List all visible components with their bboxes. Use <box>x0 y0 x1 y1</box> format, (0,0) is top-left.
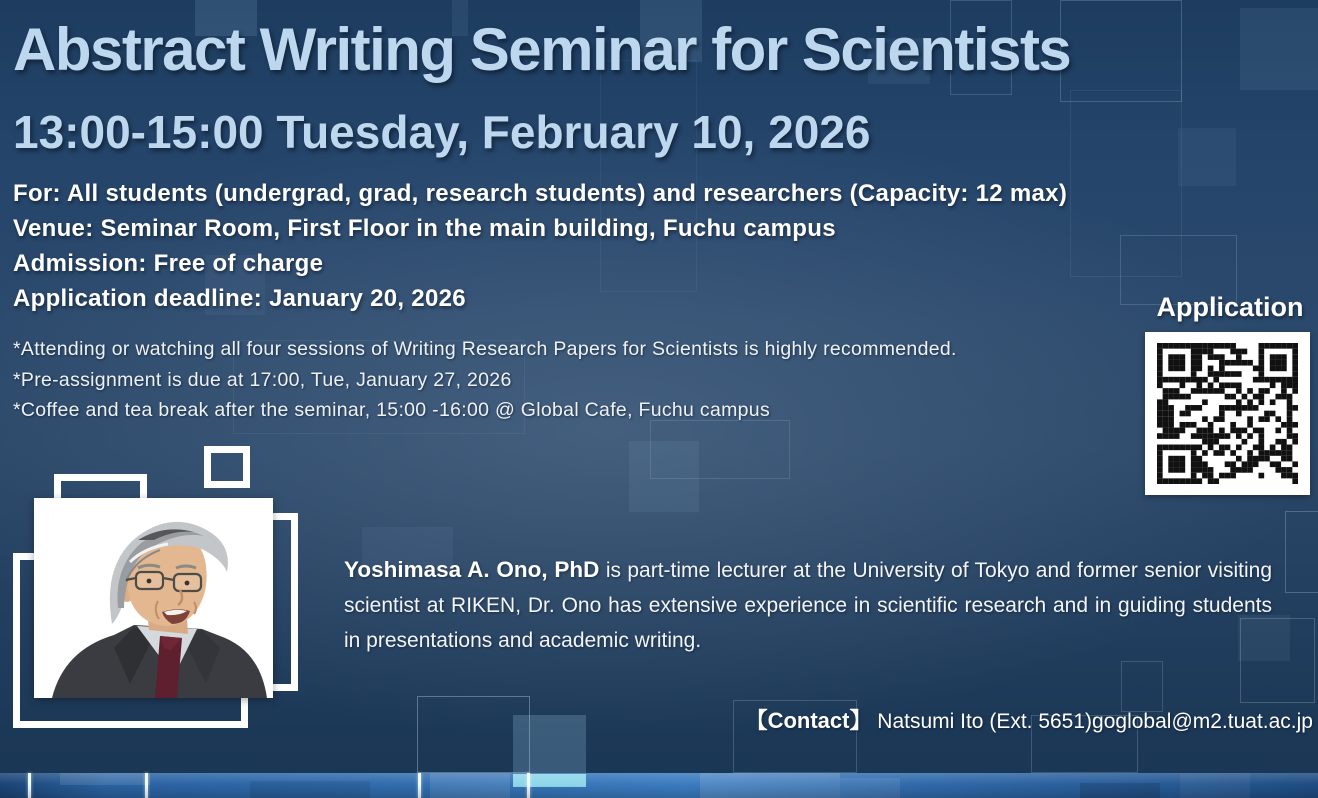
detail-deadline: Application deadline: January 20, 2026 <box>13 285 466 312</box>
speaker-bio <box>344 552 1272 658</box>
note-sessions: *Attending or watching all four sessions of Writing Research Papers for Scientists is highly recommended. <box>13 338 957 360</box>
background-outline <box>1070 90 1182 277</box>
contact-info: Natsumi Ito (Ext. 5651)goglobal@m2.tuat.ac.jp <box>871 710 1313 733</box>
background-outline <box>417 696 530 773</box>
application-label: Application <box>1156 292 1304 322</box>
footer-tick <box>28 773 31 798</box>
footer-highlight-square <box>513 774 586 787</box>
background-square <box>513 715 586 773</box>
speaker-name: Yoshimasa A. Ono, PhD <box>344 557 600 582</box>
background-outline <box>1285 511 1318 593</box>
detail-audience: For: All students (undergrad, grad, research students) and researchers (Capacity: 12 max) <box>13 180 1068 207</box>
seminar-datetime: 13:00-15:00 Tuesday, February 10, 2026 <box>13 106 871 158</box>
footer-tick <box>527 773 530 798</box>
speaker-photo <box>34 498 273 698</box>
seminar-notes <box>13 334 957 426</box>
qr-code-box <box>1145 332 1310 495</box>
note-preassignment: *Pre-assignment is due at 17:00, Tue, January 27, 2026 <box>13 368 512 391</box>
detail-venue: Venue: Seminar Room, First Floor in the main building, Fuchu campus <box>13 215 836 242</box>
footer-tick <box>145 773 148 798</box>
footer-tick <box>418 773 421 798</box>
seminar-details <box>13 176 1067 316</box>
background-outline <box>650 420 790 479</box>
speaker-bio-text: is part-time lecturer at the University of Tokyo and former senior visiting scientist at RIKEN, Dr. Ono has extensive experience in scientific research and in guiding students in presentations and academic writing. <box>344 559 1272 652</box>
qr-code <box>1156 343 1299 484</box>
speaker-portrait-illustration <box>34 498 273 698</box>
background-square <box>1178 128 1236 186</box>
background-square <box>629 441 699 512</box>
note-coffee-break: *Coffee and tea break after the seminar, 15:00 -16:00 @ Global Cafe, Fuchu campus <box>13 399 770 421</box>
page-title: Abstract Writing Seminar for Scientists <box>13 16 1071 83</box>
contact-line <box>746 704 1313 735</box>
photo-frame-small-square <box>204 446 250 488</box>
detail-admission: Admission: Free of charge <box>13 250 324 277</box>
contact-label: 【Contact】 <box>745 708 872 733</box>
footer-band <box>0 773 1318 798</box>
